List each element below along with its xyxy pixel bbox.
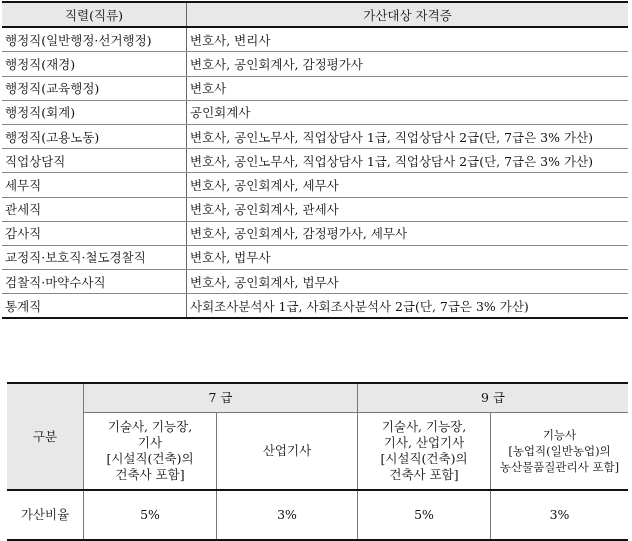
grade-header-row xyxy=(7,383,628,413)
table-row xyxy=(2,149,628,173)
cert-line: [농업직(일반농업)의 xyxy=(508,444,611,458)
cert-type-cell xyxy=(217,413,358,491)
table-row xyxy=(2,100,628,124)
series-cell: 행정직(재경) xyxy=(2,52,187,76)
table-row xyxy=(2,245,628,269)
cert-line: 기사, 산업기사 xyxy=(383,435,465,450)
cert-line: [시설직(건축)의 xyxy=(106,451,194,466)
cert-type-cell xyxy=(358,413,491,491)
cert-type-cell xyxy=(84,413,217,491)
rate-cell: 5% xyxy=(84,490,217,540)
rate-row xyxy=(7,490,628,540)
certs-cell: 변호사, 공인노무사, 직업상담사 1급, 직업상담사 2급(단, 7급은 3% 가산) xyxy=(187,124,629,148)
certs-cell: 변호사, 공인회계사, 법무사 xyxy=(187,270,629,294)
series-cell: 행정직(고용노동) xyxy=(2,124,187,148)
certs-cell: 변호사, 공인회계사, 감정평가사, 세무사 xyxy=(187,221,629,245)
cert-line: 산업기사 xyxy=(262,443,312,458)
cert-line: 건축사 포함] xyxy=(389,467,459,482)
series-cell: 관세직 xyxy=(2,197,187,221)
series-cell: 감사직 xyxy=(2,221,187,245)
cert-line: 기능사 xyxy=(542,428,577,442)
series-cell: 직업상담직 xyxy=(2,149,187,173)
certs-cell: 변호사, 공인회계사, 감정평가사 xyxy=(187,52,629,76)
certs-cell: 변호사, 법무사 xyxy=(187,245,629,269)
cert-line: 농산물품질관리사 포함] xyxy=(499,460,620,474)
rate-cell: 3% xyxy=(217,490,358,540)
table-row xyxy=(2,124,628,148)
series-cell: 행정직(회계) xyxy=(2,100,187,124)
rate-label: 가산비율 xyxy=(7,490,84,540)
rate-cell: 3% xyxy=(491,490,629,540)
cert-line: 기술사, 기능장, xyxy=(107,419,193,434)
cert-line: 건축사 포함] xyxy=(115,467,185,482)
certs-cell: 변호사, 공인회계사, 관세사 xyxy=(187,197,629,221)
certificate-table xyxy=(2,1,628,319)
grade-7-header: 7 급 xyxy=(84,383,358,413)
column-header-series: 직렬(직류) xyxy=(2,2,187,27)
table-row xyxy=(2,52,628,76)
table-row xyxy=(2,294,628,319)
certs-cell: 변호사, 변리사 xyxy=(187,27,629,52)
cert-type-row xyxy=(7,413,628,491)
table-row xyxy=(2,76,628,100)
certs-cell: 변호사, 공인노무사, 직업상담사 1급, 직업상담사 2급(단, 7급은 3% 가산) xyxy=(187,149,629,173)
certs-cell: 사회조사분석사 1급, 사회조사분석사 2급(단, 7급은 3% 가산) xyxy=(187,294,629,319)
cert-line: 기사 xyxy=(137,435,163,450)
table-header-row xyxy=(2,2,628,27)
column-header-certs: 가산대상 자격증 xyxy=(187,2,629,27)
row-header-category: 구분 xyxy=(7,383,84,490)
table-row xyxy=(2,27,628,52)
series-cell: 행정직(교육행정) xyxy=(2,76,187,100)
certs-cell: 공인회계사 xyxy=(187,100,629,124)
series-cell: 세무직 xyxy=(2,173,187,197)
table-row xyxy=(2,173,628,197)
certs-cell: 변호사 xyxy=(187,76,629,100)
series-cell: 검찰직·마약수사직 xyxy=(2,270,187,294)
table-row xyxy=(2,197,628,221)
cert-type-cell xyxy=(491,413,629,491)
series-cell: 행정직(일반행정·선거행정) xyxy=(2,27,187,52)
cert-line: [시설직(건축)의 xyxy=(380,451,468,466)
table-row xyxy=(2,270,628,294)
series-cell: 통계직 xyxy=(2,294,187,319)
grade-9-header: 9 급 xyxy=(358,383,629,413)
cert-line: 기술사, 기능장, xyxy=(381,419,467,434)
table-row xyxy=(2,221,628,245)
series-cell: 교정직·보호직·철도경찰직 xyxy=(2,245,187,269)
certs-cell: 변호사, 공인회계사, 세무사 xyxy=(187,173,629,197)
rate-cell: 5% xyxy=(358,490,491,540)
bonus-rate-table xyxy=(7,382,628,541)
